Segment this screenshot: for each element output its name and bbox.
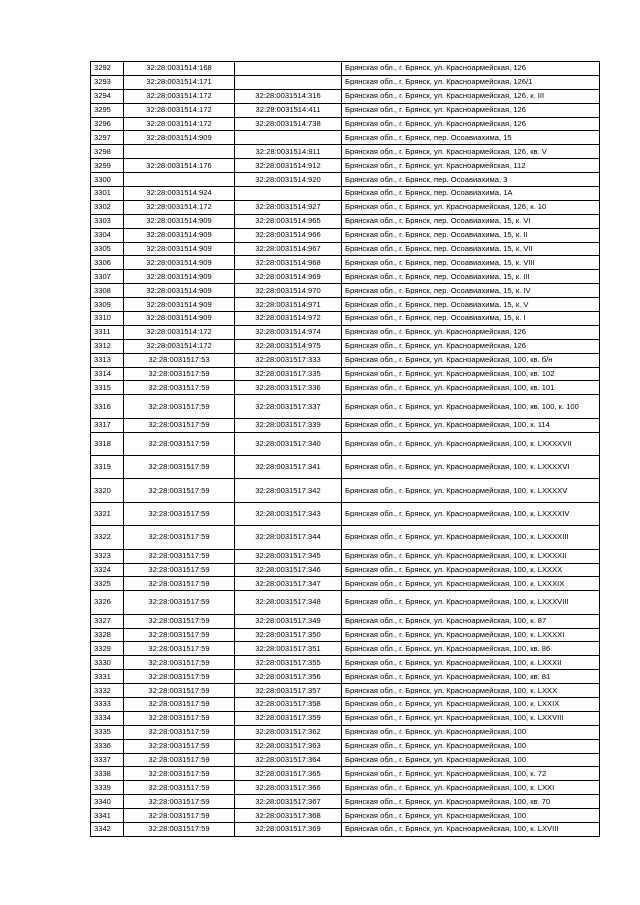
table-row [91,642,600,656]
address-cell: Брянская обл., г. Брянск, ул. Красноармейская, 100, к. LXXXXI [342,628,600,642]
cadastral-number-cell: 32:28:0031517:349 [235,614,342,628]
parent-cadastral-number-cell [124,145,235,159]
row-number-cell: 3320 [91,479,124,502]
address-cell: Брянская обл., г. Брянск, пер. Осоавиахима, 15, к. VI [342,214,600,228]
address-cell: Брянская обл., г. Брянск, ул. Красноармейская, 126, кв. V [342,145,600,159]
cadastral-number-cell: 32:28:0031517:335 [235,367,342,381]
address-cell: Брянская обл., г. Брянск, ул. Красноармейская, 100, кв. 81 [342,670,600,684]
cadastral-number-cell: 32:28:0031514:966 [235,228,342,242]
table-row [91,103,600,117]
cadastral-number-cell: 32:28:0031514:972 [235,312,342,326]
row-number-cell: 3342 [91,823,124,837]
parent-cadastral-number-cell: 32:28:0031517:59 [124,711,235,725]
parent-cadastral-number-cell: 32:28:0031514:168 [124,62,235,76]
cadastral-number-cell: 32:28:0031514:971 [235,298,342,312]
table-row [91,418,600,432]
table-row [91,159,600,173]
address-cell: Брянская обл., г. Брянск, ул. Красноармейская, 100, к. LXXX [342,684,600,698]
address-cell: Брянская обл., г. Брянск, ул. Красноармейская, 126 [342,103,600,117]
table-row [91,577,600,591]
table-row [91,75,600,89]
row-number-cell: 3336 [91,739,124,753]
address-cell: Брянская обл., г. Брянск, ул. Красноармейская, 100, к. LXXXXV [342,479,600,502]
parent-cadastral-number-cell: 32:28:0031517:59 [124,823,235,837]
address-cell: Брянская обл., г. Брянск, ул. Красноармейская, 126 [342,62,600,76]
row-number-cell: 3334 [91,711,124,725]
row-number-cell: 3339 [91,781,124,795]
table-row [91,614,600,628]
address-cell: Брянская обл., г. Брянск, ул. Красноармейская, 126, к. 10 [342,200,600,214]
cadastral-number-cell: 32:28:0031514:911 [235,145,342,159]
parent-cadastral-number-cell: 32:28:0031517:59 [124,781,235,795]
cadastral-number-cell: 32:28:0031514:975 [235,339,342,353]
table-row [91,823,600,837]
address-cell: Брянская обл., г. Брянск, ул. Красноармейская, 100, к. LXXXXIV [342,502,600,525]
table-row [91,456,600,479]
parent-cadastral-number-cell: 32:28:0031514:172 [124,200,235,214]
parent-cadastral-number-cell: 32:28:0031514:909 [124,256,235,270]
row-number-cell: 3321 [91,502,124,525]
row-number-cell: 3303 [91,214,124,228]
cadastral-number-cell: 32:28:0031517:343 [235,502,342,525]
table-row [91,795,600,809]
table-row [91,381,600,395]
row-number-cell: 3322 [91,526,124,549]
row-number-cell: 3319 [91,456,124,479]
parent-cadastral-number-cell: 32:28:0031517:59 [124,395,235,418]
table-row [91,656,600,670]
address-cell: Брянская обл., г. Брянск, ул. Красноармейская, 100, к. LXXXXVI [342,456,600,479]
table-row [91,367,600,381]
parent-cadastral-number-cell [124,173,235,187]
address-cell: Брянская обл., г. Брянск, ул. Красноармейская, 126 [342,325,600,339]
cadastral-number-cell: 32:28:0031517:362 [235,725,342,739]
address-cell: Брянская обл., г. Брянск, ул. Красноармейская, 100, кв. 101 [342,381,600,395]
table-row [91,353,600,367]
row-number-cell: 3323 [91,549,124,563]
table-row [91,628,600,642]
address-cell: Брянская обл., г. Брянск, ул. Красноармейская, 100, к. LXXXXII [342,549,600,563]
table-row [91,395,600,418]
row-number-cell: 3313 [91,353,124,367]
address-cell: Брянская обл., г. Брянск, ул. Красноармейская, 100 [342,739,600,753]
address-cell: Брянская обл., г. Брянск, пер. Осоавиахима, 15, к. VIII [342,256,600,270]
cadastral-number-cell [235,187,342,201]
parent-cadastral-number-cell: 32:28:0031517:59 [124,367,235,381]
cadastral-number-cell: 32:28:0031517:356 [235,670,342,684]
address-cell: Брянская обл., г. Брянск, ул. Красноармейская, 100, кв. 86 [342,642,600,656]
row-number-cell: 3301 [91,187,124,201]
row-number-cell: 3310 [91,312,124,326]
parent-cadastral-number-cell: 32:28:0031517:59 [124,563,235,577]
cadastral-number-cell: 32:28:0031517:358 [235,698,342,712]
row-number-cell: 3294 [91,89,124,103]
table-row [91,298,600,312]
cadastral-number-cell: 32:28:0031517:342 [235,479,342,502]
parent-cadastral-number-cell: 32:28:0031514:909 [124,284,235,298]
table-row [91,591,600,614]
parent-cadastral-number-cell: 32:28:0031514:172 [124,89,235,103]
cadastral-number-cell: 32:28:0031514:970 [235,284,342,298]
row-number-cell: 3324 [91,563,124,577]
cadastral-number-cell: 32:28:0031514:912 [235,159,342,173]
parent-cadastral-number-cell: 32:28:0031517:59 [124,549,235,563]
address-cell: Брянская обл., г. Брянск, ул. Красноармейская, 100, к. LXXVIII [342,711,600,725]
table-row [91,479,600,502]
table-row [91,549,600,563]
cadastral-number-cell: 32:28:0031517:366 [235,781,342,795]
table-row [91,145,600,159]
address-cell: Брянская обл., г. Брянск, ул. Красноармейская, 100, к. LXXXIX [342,577,600,591]
table-row [91,242,600,256]
row-number-cell: 3307 [91,270,124,284]
table-row [91,325,600,339]
row-number-cell: 3332 [91,684,124,698]
property-registry-table [90,61,600,837]
address-cell: Брянская обл., г. Брянск, ул. Красноармейская, 100, кв. 100, к. 100 [342,395,600,418]
address-cell: Брянская обл., г. Брянск, ул. Красноармейская, 100, к. 114 [342,418,600,432]
address-cell: Брянская обл., г. Брянск, ул. Красноармейская, 112 [342,159,600,173]
address-cell: Брянская обл., г. Брянск, ул. Красноармейская, 126 [342,117,600,131]
registry-table-body [91,62,600,837]
row-number-cell: 3315 [91,381,124,395]
row-number-cell: 3298 [91,145,124,159]
address-cell: Брянская обл., г. Брянск, ул. Красноармейская, 100, к. LXVIII [342,823,600,837]
cadastral-number-cell: 32:28:0031517:357 [235,684,342,698]
address-cell: Брянская обл., г. Брянск, ул. Красноармейская, 100, к. LXXXII [342,656,600,670]
parent-cadastral-number-cell: 32:28:0031514:909 [124,298,235,312]
address-cell: Брянская обл., г. Брянск, ул. Красноармейская, 126 [342,339,600,353]
address-cell: Брянская обл., г. Брянск, пер. Осоавиахима, 3 [342,173,600,187]
table-row [91,809,600,823]
address-cell: Брянская обл., г. Брянск, ул. Красноармейская, 100, к. LXXI [342,781,600,795]
parent-cadastral-number-cell: 32:28:0031517:59 [124,725,235,739]
table-row [91,270,600,284]
parent-cadastral-number-cell: 32:28:0031517:59 [124,614,235,628]
parent-cadastral-number-cell: 32:28:0031517:59 [124,809,235,823]
parent-cadastral-number-cell: 32:28:0031517:59 [124,739,235,753]
table-row [91,62,600,76]
cadastral-number-cell: 32:28:0031514:738 [235,117,342,131]
row-number-cell: 3306 [91,256,124,270]
cadastral-number-cell: 32:28:0031517:345 [235,549,342,563]
table-row [91,502,600,525]
cadastral-number-cell [235,131,342,145]
parent-cadastral-number-cell: 32:28:0031514:172 [124,325,235,339]
row-number-cell: 3316 [91,395,124,418]
parent-cadastral-number-cell: 32:28:0031517:59 [124,628,235,642]
row-number-cell: 3300 [91,173,124,187]
cadastral-number-cell: 32:28:0031517:346 [235,563,342,577]
table-row [91,284,600,298]
parent-cadastral-number-cell: 32:28:0031517:59 [124,642,235,656]
address-cell: Брянская обл., г. Брянск, ул. Красноармейская, 100, кв. 102 [342,367,600,381]
cadastral-number-cell: 32:28:0031514:316 [235,89,342,103]
table-row [91,753,600,767]
address-cell: Брянская обл., г. Брянск, ул. Красноармейская, 100, к. LXXXXIII [342,526,600,549]
row-number-cell: 3326 [91,591,124,614]
row-number-cell: 3292 [91,62,124,76]
cadastral-number-cell: 32:28:0031517:359 [235,711,342,725]
parent-cadastral-number-cell: 32:28:0031517:59 [124,591,235,614]
table-row [91,781,600,795]
table-row [91,725,600,739]
row-number-cell: 3341 [91,809,124,823]
address-cell: Брянская обл., г. Брянск, пер. Осоавиахима, 15, к. VII [342,242,600,256]
table-row [91,89,600,103]
address-cell: Брянская обл., г. Брянск, пер. Осоавиахима, 15, к. III [342,270,600,284]
table-row [91,432,600,455]
row-number-cell: 3329 [91,642,124,656]
parent-cadastral-number-cell: 32:28:0031514:909 [124,242,235,256]
row-number-cell: 3340 [91,795,124,809]
address-cell: Брянская обл., г. Брянск, ул. Красноармейская, 126, к. III [342,89,600,103]
table-row [91,173,600,187]
row-number-cell: 3305 [91,242,124,256]
row-number-cell: 3314 [91,367,124,381]
row-number-cell: 3330 [91,656,124,670]
cadastral-number-cell: 32:28:0031517:369 [235,823,342,837]
parent-cadastral-number-cell: 32:28:0031517:59 [124,577,235,591]
parent-cadastral-number-cell: 32:28:0031517:59 [124,432,235,455]
row-number-cell: 3333 [91,698,124,712]
row-number-cell: 3317 [91,418,124,432]
row-number-cell: 3295 [91,103,124,117]
row-number-cell: 3311 [91,325,124,339]
cadastral-number-cell: 32:28:0031514:974 [235,325,342,339]
address-cell: Брянская обл., г. Брянск, ул. Красноармейская, 100 [342,753,600,767]
parent-cadastral-number-cell: 32:28:0031517:59 [124,767,235,781]
cadastral-number-cell: 32:28:0031514:968 [235,256,342,270]
address-cell: Брянская обл., г. Брянск, пер. Осоавиахима, 15 [342,131,600,145]
cadastral-number-cell: 32:28:0031517:333 [235,353,342,367]
row-number-cell: 3308 [91,284,124,298]
row-number-cell: 3337 [91,753,124,767]
address-cell: Брянская обл., г. Брянск, ул. Красноармейская, 100, кв. 70 [342,795,600,809]
address-cell: Брянская обл., г. Брянск, ул. Красноармейская, 100 [342,809,600,823]
cadastral-number-cell: 32:28:0031517:341 [235,456,342,479]
row-number-cell: 3304 [91,228,124,242]
address-cell: Брянская обл., г. Брянск, ул. Красноармейская, 100, к. 72 [342,767,600,781]
cadastral-number-cell: 32:28:0031517:348 [235,591,342,614]
parent-cadastral-number-cell: 32:28:0031517:59 [124,753,235,767]
cadastral-number-cell: 32:28:0031514:411 [235,103,342,117]
row-number-cell: 3296 [91,117,124,131]
cadastral-number-cell: 32:28:0031517:350 [235,628,342,642]
cadastral-number-cell: 32:28:0031517:336 [235,381,342,395]
table-row [91,228,600,242]
address-cell: Брянская обл., г. Брянск, пер. Осоавиахима, 1А [342,187,600,201]
row-number-cell: 3335 [91,725,124,739]
cadastral-number-cell: 32:28:0031517:367 [235,795,342,809]
parent-cadastral-number-cell: 32:28:0031514:176 [124,159,235,173]
table-row [91,339,600,353]
parent-cadastral-number-cell: 32:28:0031514:909 [124,270,235,284]
row-number-cell: 3318 [91,432,124,455]
table-row [91,131,600,145]
cadastral-number-cell: 32:28:0031517:347 [235,577,342,591]
address-cell: Брянская обл., г. Брянск, пер. Осоавиахима, 15, к. V [342,298,600,312]
address-cell: Брянская обл., г. Брянск, ул. Красноармейская, 100, к. 87 [342,614,600,628]
parent-cadastral-number-cell: 32:28:0031517:59 [124,381,235,395]
parent-cadastral-number-cell: 32:28:0031514:909 [124,214,235,228]
row-number-cell: 3328 [91,628,124,642]
cadastral-number-cell: 32:28:0031517:355 [235,656,342,670]
cadastral-number-cell: 32:28:0031517:364 [235,753,342,767]
cadastral-number-cell: 32:28:0031517:344 [235,526,342,549]
table-row [91,670,600,684]
parent-cadastral-number-cell: 32:28:0031514:909 [124,131,235,145]
address-cell: Брянская обл., г. Брянск, ул. Красноармейская, 100, к. LXXXVIII [342,591,600,614]
address-cell: Брянская обл., г. Брянск, пер. Осоавиахима, 15, к. IV [342,284,600,298]
cadastral-number-cell: 32:28:0031517:368 [235,809,342,823]
address-cell: Брянская обл., г. Брянск, пер. Осоавиахима, 15, к. I [342,312,600,326]
parent-cadastral-number-cell: 32:28:0031517:59 [124,698,235,712]
cadastral-number-cell: 32:28:0031517:351 [235,642,342,656]
parent-cadastral-number-cell: 32:28:0031517:59 [124,684,235,698]
parent-cadastral-number-cell: 32:28:0031514:909 [124,228,235,242]
row-number-cell: 3309 [91,298,124,312]
address-cell: Брянская обл., г. Брянск, ул. Красноармейская, 100 [342,725,600,739]
parent-cadastral-number-cell: 32:28:0031517:59 [124,795,235,809]
parent-cadastral-number-cell: 32:28:0031517:59 [124,418,235,432]
row-number-cell: 3327 [91,614,124,628]
cadastral-number-cell: 32:28:0031517:363 [235,739,342,753]
table-row [91,117,600,131]
row-number-cell: 3325 [91,577,124,591]
cadastral-number-cell [235,75,342,89]
row-number-cell: 3338 [91,767,124,781]
cadastral-number-cell: 32:28:0031514:927 [235,200,342,214]
parent-cadastral-number-cell: 32:28:0031514:172 [124,117,235,131]
row-number-cell: 3293 [91,75,124,89]
row-number-cell: 3302 [91,200,124,214]
table-row [91,526,600,549]
parent-cadastral-number-cell: 32:28:0031514:924 [124,187,235,201]
parent-cadastral-number-cell: 32:28:0031517:59 [124,526,235,549]
parent-cadastral-number-cell: 32:28:0031514:909 [124,312,235,326]
address-cell: Брянская обл., г. Брянск, ул. Красноармейская, 126/1 [342,75,600,89]
address-cell: Брянская обл., г. Брянск, ул. Красноармейская, 100, к. LXXXXVII [342,432,600,455]
table-row [91,684,600,698]
row-number-cell: 3331 [91,670,124,684]
table-row [91,200,600,214]
cadastral-number-cell: 32:28:0031517:337 [235,395,342,418]
parent-cadastral-number-cell: 32:28:0031514:172 [124,339,235,353]
cadastral-number-cell: 32:28:0031517:340 [235,432,342,455]
parent-cadastral-number-cell: 32:28:0031517:59 [124,502,235,525]
row-number-cell: 3299 [91,159,124,173]
cadastral-number-cell: 32:28:0031517:339 [235,418,342,432]
cadastral-number-cell: 32:28:0031514:969 [235,270,342,284]
cadastral-number-cell: 32:28:0031514:967 [235,242,342,256]
table-row [91,256,600,270]
address-cell: Брянская обл., г. Брянск, ул. Красноармейская, 100, кв. б/н [342,353,600,367]
table-row [91,739,600,753]
cadastral-number-cell [235,62,342,76]
address-cell: Брянская обл., г. Брянск, ул. Красноармейская, 100, к. LXXIX [342,698,600,712]
table-row [91,563,600,577]
address-cell: Брянская обл., г. Брянск, пер. Осоавиахима, 15, к. II [342,228,600,242]
table-row [91,711,600,725]
address-cell: Брянская обл., г. Брянск, ул. Красноармейская, 100, к. LXXXX [342,563,600,577]
cadastral-number-cell: 32:28:0031517:365 [235,767,342,781]
row-number-cell: 3312 [91,339,124,353]
table-row [91,312,600,326]
table-row [91,187,600,201]
cadastral-number-cell: 32:28:0031514:965 [235,214,342,228]
table-row [91,698,600,712]
row-number-cell: 3297 [91,131,124,145]
parent-cadastral-number-cell: 32:28:0031514:171 [124,75,235,89]
cadastral-number-cell: 32:28:0031514:920 [235,173,342,187]
parent-cadastral-number-cell: 32:28:0031517:59 [124,670,235,684]
table-row [91,767,600,781]
parent-cadastral-number-cell: 32:28:0031517:53 [124,353,235,367]
parent-cadastral-number-cell: 32:28:0031517:59 [124,479,235,502]
table-row [91,214,600,228]
parent-cadastral-number-cell: 32:28:0031517:59 [124,456,235,479]
parent-cadastral-number-cell: 32:28:0031517:59 [124,656,235,670]
parent-cadastral-number-cell: 32:28:0031514:172 [124,103,235,117]
